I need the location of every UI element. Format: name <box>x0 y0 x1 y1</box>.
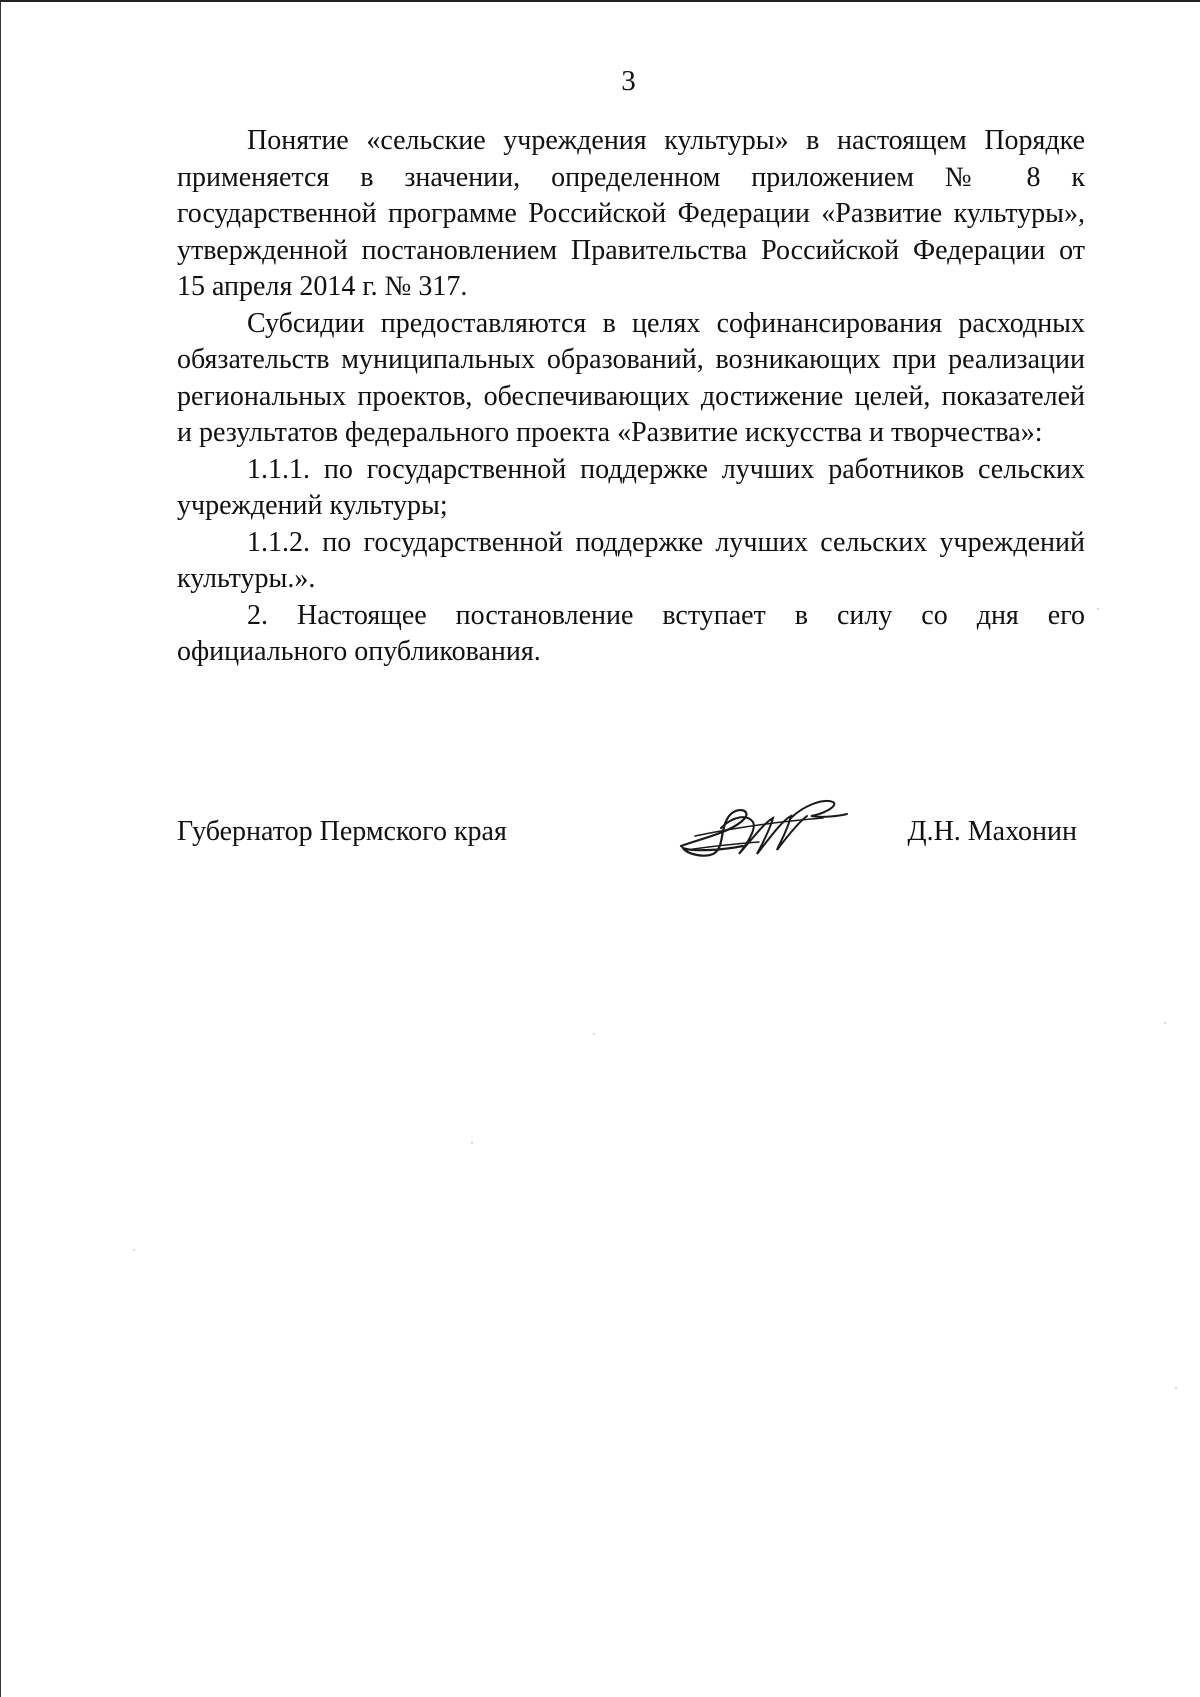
paragraph-entry-into-force: 2. Настоящее постановление вступает в силу со дня его официального опубликования. <box>177 599 1085 667</box>
paragraph-item-1-1-1: 1.1.1. по государственной поддержке лучших работников сельских учреждений культуры; <box>177 453 1085 521</box>
handwritten-signature <box>673 788 853 868</box>
paragraph-item-1-1-2: 1.1.2. по государственной поддержке лучших сельских учреждений культуры.». <box>177 526 1085 594</box>
signatory-name: Д.Н. Махонин <box>907 816 1077 847</box>
scan-speck <box>1097 608 1099 610</box>
scan-speck <box>1164 1022 1166 1024</box>
scan-speck <box>593 1033 595 1035</box>
signatory-position: Губернатор Пермского края <box>177 816 507 847</box>
scan-speck <box>1175 1387 1177 1389</box>
document-body <box>177 123 1085 671</box>
scan-speck <box>471 1142 473 1144</box>
signature-block <box>177 814 1085 854</box>
paragraph-definition: Понятие «сельские учреждения культуры» в настоящем Порядке применяется в значении, определенном приложением № 8 к государственной программе Российской Федерации «Развитие культуры», утвержденной постановлением Правительства Российской Федерации от 15 апреля 2014 г. № 317. <box>177 125 1085 302</box>
page-number: 3 <box>621 65 636 97</box>
scan-speck <box>133 1249 135 1251</box>
paragraph-subsidies-purpose: Субсидии предоставляются в целях софинансирования расходных обязательств муниципальных образований, возникающих при реализации региональных проектов, обеспечивающих достижение целей, показателей и результатов федерального проекта «Развитие искусства и творчества»: <box>177 307 1085 448</box>
